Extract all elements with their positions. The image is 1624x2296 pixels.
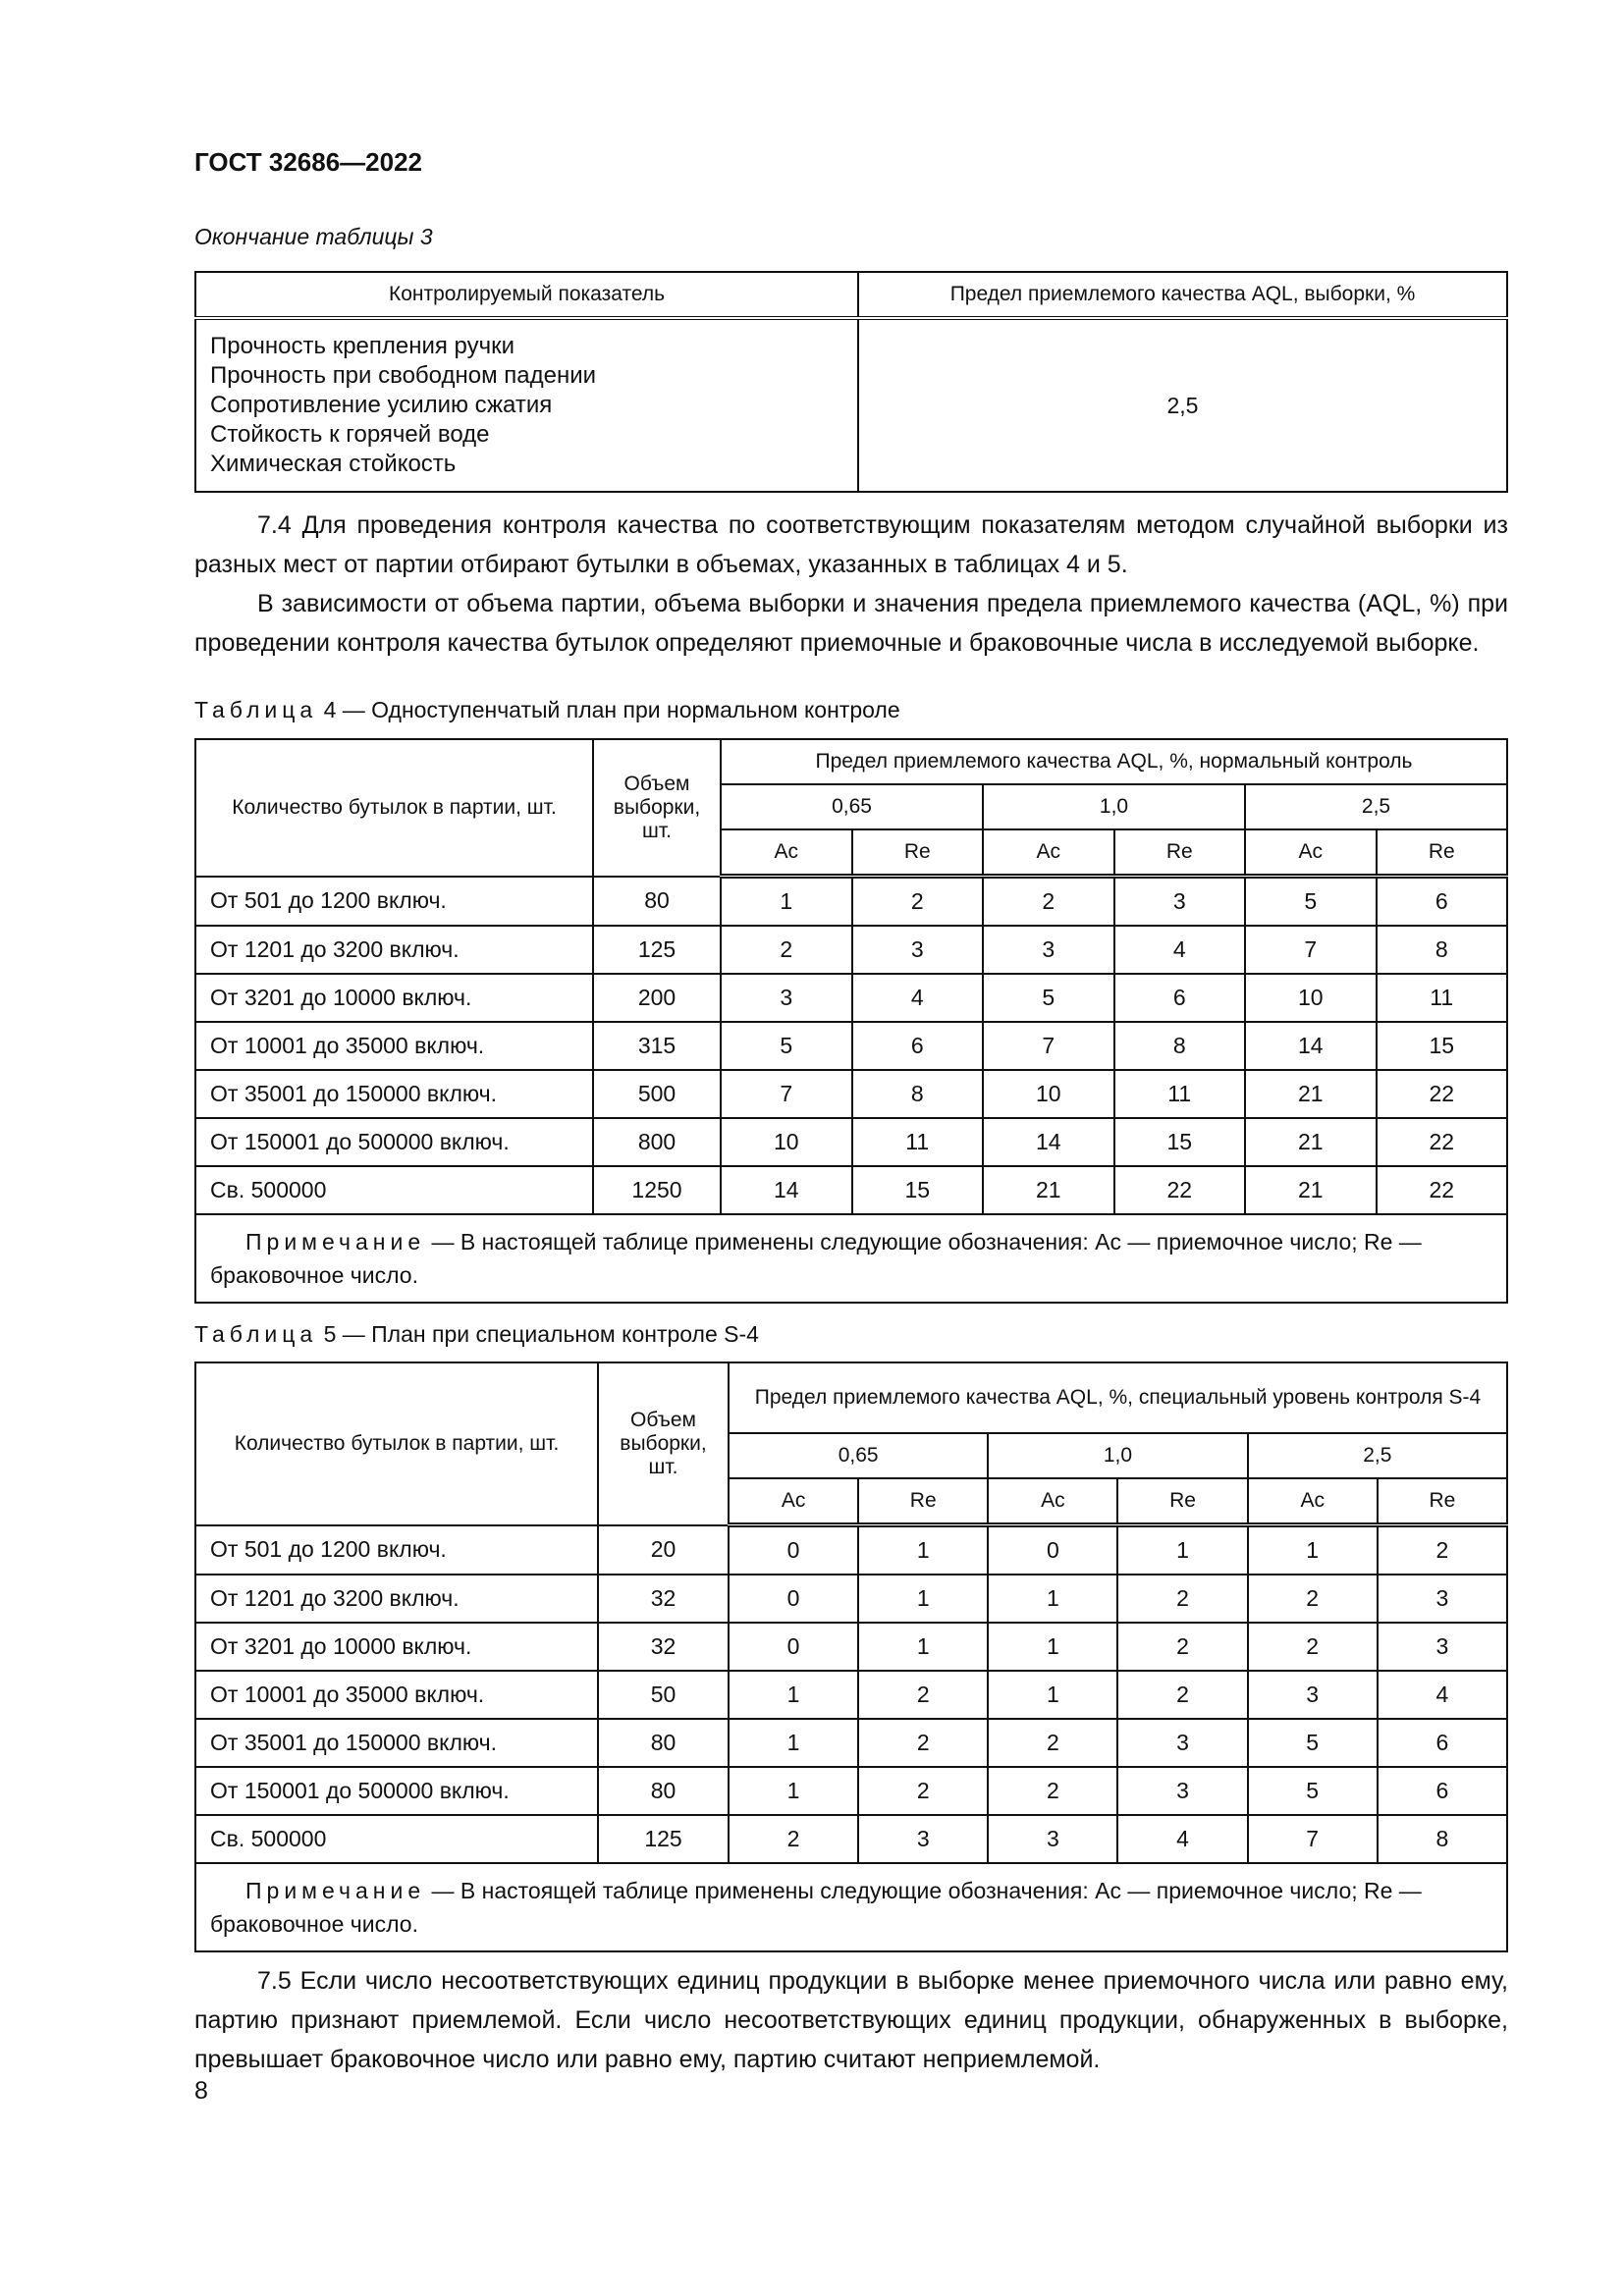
ac-cell: 1	[729, 1767, 858, 1815]
re-cell: 2	[858, 1767, 988, 1815]
lot-size-cell: От 501 до 1200 включ.	[195, 1525, 598, 1575]
header-aql-level: 0,65	[721, 784, 983, 829]
sample-size-cell: 125	[593, 926, 721, 974]
header-re: Re	[858, 1478, 988, 1525]
paragraph-7-4	[194, 506, 1508, 584]
note-label: Примечание	[245, 1878, 426, 1903]
header-lot-size: Количество бутылок в партии, шт.	[195, 739, 593, 877]
re-cell: 3	[1117, 1767, 1247, 1815]
re-cell: 3	[1114, 877, 1246, 927]
re-cell: 4	[852, 974, 984, 1022]
lot-size-cell: От 3201 до 10000 включ.	[195, 1623, 598, 1671]
sample-size-cell: 80	[593, 877, 721, 927]
re-cell: 4	[1117, 1815, 1247, 1863]
header-aql-level: 1,0	[988, 1433, 1247, 1478]
header-ac: Ac	[721, 829, 852, 877]
ac-cell: 7	[1245, 926, 1377, 974]
table-row	[195, 974, 1507, 1022]
indicator-item: Прочность при свободном падении	[210, 362, 597, 389]
sample-size-cell: 32	[598, 1623, 729, 1671]
header-sample-size: Объем выборки, шт.	[598, 1362, 729, 1525]
re-cell: 8	[1378, 1815, 1507, 1863]
ac-cell: 5	[1245, 877, 1377, 927]
sample-size-cell: 800	[593, 1118, 721, 1166]
header-aql-level: 1,0	[983, 784, 1245, 829]
header-aql-level: 2,5	[1248, 1433, 1507, 1478]
page-number: 8	[194, 2077, 208, 2105]
ac-cell: 7	[983, 1022, 1114, 1070]
table-note	[195, 1863, 1507, 1951]
lot-size-cell: От 501 до 1200 включ.	[195, 877, 593, 927]
table-row	[195, 1767, 1507, 1815]
lot-size-cell: От 35001 до 150000 включ.	[195, 1719, 598, 1767]
sample-size-cell: 500	[593, 1070, 721, 1118]
re-cell: 6	[1114, 974, 1246, 1022]
sample-size-cell: 50	[598, 1671, 729, 1719]
caption-text: 5 — План при специальном контроле S-4	[323, 1321, 759, 1347]
re-cell: 2	[852, 877, 984, 927]
paragraph-text: 7.5 Если число несоответствующих единиц продукции в выборке менее приемочного числа или равно ему, партию признают приемлемой. Если число несоответствующих единиц продукции, обнаруженных в выборке, превышает браковочное число или равно ему, партию считают неприемлемой.	[194, 1967, 1508, 2073]
ac-cell: 2	[988, 1719, 1117, 1767]
ac-cell: 10	[1245, 974, 1377, 1022]
header-re: Re	[1378, 1478, 1507, 1525]
header-ac: Ac	[988, 1478, 1117, 1525]
re-cell: 3	[1117, 1719, 1247, 1767]
re-cell: 4	[1114, 926, 1246, 974]
table-row	[195, 1070, 1507, 1118]
re-cell: 6	[1378, 1719, 1507, 1767]
header-re: Re	[1117, 1478, 1247, 1525]
table-row	[195, 1022, 1507, 1070]
re-cell: 6	[1378, 1767, 1507, 1815]
note-label: Примечание	[245, 1229, 426, 1255]
re-cell: 22	[1114, 1166, 1246, 1214]
ac-cell: 2	[1248, 1575, 1378, 1623]
ac-cell: 1	[988, 1671, 1117, 1719]
re-cell: 3	[1378, 1623, 1507, 1671]
ac-cell: 1	[988, 1623, 1117, 1671]
table-row	[195, 1671, 1507, 1719]
ac-cell: 3	[983, 926, 1114, 974]
sample-size-cell: 1250	[593, 1166, 721, 1214]
ac-cell: 5	[983, 974, 1114, 1022]
re-cell: 8	[1114, 1022, 1246, 1070]
re-cell: 2	[1117, 1671, 1247, 1719]
table-row	[195, 1815, 1507, 1863]
ac-cell: 0	[729, 1525, 858, 1575]
re-cell: 8	[1377, 926, 1508, 974]
lot-size-cell: От 150001 до 500000 включ.	[195, 1767, 598, 1815]
ac-cell: 10	[721, 1118, 852, 1166]
table3-header-indicator: Контролируемый показатель	[195, 272, 858, 318]
lot-size-cell: Св. 500000	[195, 1166, 593, 1214]
lot-size-cell: От 150001 до 500000 включ.	[195, 1118, 593, 1166]
header-aql: Предел приемлемого качества AQL, %, нормальный контроль	[721, 739, 1507, 784]
re-cell: 2	[1117, 1575, 1247, 1623]
lot-size-cell: От 35001 до 150000 включ.	[195, 1070, 593, 1118]
re-cell: 2	[1117, 1623, 1247, 1671]
ac-cell: 21	[1245, 1118, 1377, 1166]
indicator-item: Химическая стойкость	[210, 451, 457, 477]
re-cell: 15	[852, 1166, 984, 1214]
ac-cell: 7	[721, 1070, 852, 1118]
ac-cell: 2	[988, 1767, 1117, 1815]
ac-cell: 21	[1245, 1166, 1377, 1214]
ac-cell: 10	[983, 1070, 1114, 1118]
sample-size-cell: 80	[598, 1719, 729, 1767]
table5-caption	[194, 1321, 759, 1348]
table-5	[194, 1362, 1508, 1952]
header-aql-level: 2,5	[1245, 784, 1507, 829]
table-row	[195, 926, 1507, 974]
ac-cell: 7	[1248, 1815, 1378, 1863]
re-cell: 15	[1377, 1022, 1508, 1070]
sample-size-cell: 315	[593, 1022, 721, 1070]
ac-cell: 0	[729, 1623, 858, 1671]
ac-cell: 2	[1248, 1623, 1378, 1671]
ac-cell: 14	[721, 1166, 852, 1214]
re-cell: 1	[858, 1525, 988, 1575]
header-re: Re	[1377, 829, 1508, 877]
table4-caption	[194, 697, 900, 723]
table-row	[195, 1118, 1507, 1166]
document-title: ГОСТ 32686—2022	[194, 147, 422, 177]
ac-cell: 5	[1248, 1767, 1378, 1815]
re-cell: 3	[858, 1815, 988, 1863]
table-row	[195, 1525, 1507, 1575]
table-3	[194, 271, 1508, 493]
ac-cell: 1	[721, 877, 852, 927]
sample-size-cell: 80	[598, 1767, 729, 1815]
ac-cell: 1	[1248, 1525, 1378, 1575]
table-row	[195, 1166, 1507, 1214]
note-text: — В настоящей таблице применены следующие обозначения: Ac — приемочное число; Re — браковочное число.	[210, 1229, 1422, 1288]
ac-cell: 21	[1245, 1070, 1377, 1118]
lot-size-cell: От 1201 до 3200 включ.	[195, 926, 593, 974]
header-re: Re	[1114, 829, 1246, 877]
sample-size-cell: 20	[598, 1525, 729, 1575]
re-cell: 6	[852, 1022, 984, 1070]
indicator-item: Сопротивление усилию сжатия	[210, 392, 553, 418]
sample-size-cell: 32	[598, 1575, 729, 1623]
re-cell: 22	[1377, 1118, 1508, 1166]
header-ac: Ac	[1245, 829, 1377, 877]
ac-cell: 2	[721, 926, 852, 974]
re-cell: 1	[858, 1623, 988, 1671]
table-row	[195, 1575, 1507, 1623]
re-cell: 22	[1377, 1070, 1508, 1118]
re-cell: 11	[1377, 974, 1508, 1022]
header-ac: Ac	[983, 829, 1114, 877]
lot-size-cell: От 10001 до 35000 включ.	[195, 1022, 593, 1070]
re-cell: 11	[1114, 1070, 1246, 1118]
table-row	[195, 1719, 1507, 1767]
lot-size-cell: От 3201 до 10000 включ.	[195, 974, 593, 1022]
re-cell: 1	[1117, 1525, 1247, 1575]
re-cell: 2	[1378, 1525, 1507, 1575]
paragraph-text: В зависимости от объема партии, объема выборки и значения предела приемлемого качества (AQL, %) при проведении контроля качества бутылок определяют приемочные и браковочные числа в исследуемой выборке.	[194, 590, 1508, 657]
header-aql: Предел приемлемого качества AQL, %, специальный уровень контроля S-4	[729, 1362, 1507, 1433]
header-sample-size: Объем выборки, шт.	[593, 739, 721, 877]
sample-size-cell: 125	[598, 1815, 729, 1863]
paragraph-text: 7.4 Для проведения контроля качества по соответствующим показателям методом случайной выборки из разных мест от партии отбирают бутылки в объемах, указанных в таблицах 4 и 5.	[194, 511, 1508, 578]
ac-cell: 5	[721, 1022, 852, 1070]
re-cell: 2	[858, 1671, 988, 1719]
table-note	[195, 1214, 1507, 1303]
header-re: Re	[852, 829, 984, 877]
caption-text: 4 — Одноступенчатый план при нормальном контроле	[323, 697, 900, 722]
table-row	[195, 877, 1507, 927]
re-cell: 2	[858, 1719, 988, 1767]
re-cell: 15	[1114, 1118, 1246, 1166]
note-text: — В настоящей таблице применены следующие обозначения: Ac — приемочное число; Re — браковочное число.	[210, 1878, 1422, 1937]
lot-size-cell: Св. 500000	[195, 1815, 598, 1863]
ac-cell: 1	[988, 1575, 1117, 1623]
ac-cell: 21	[983, 1166, 1114, 1214]
indicator-item: Стойкость к горячей воде	[210, 421, 490, 448]
ac-cell: 1	[729, 1719, 858, 1767]
table-4	[194, 738, 1508, 1304]
table-row	[195, 1623, 1507, 1671]
table3-aql-value: 2,5	[858, 318, 1507, 492]
ac-cell: 0	[988, 1525, 1117, 1575]
paragraph-7-5	[194, 1961, 1508, 2079]
header-ac: Ac	[1248, 1478, 1378, 1525]
re-cell: 4	[1378, 1671, 1507, 1719]
sample-size-cell: 200	[593, 974, 721, 1022]
table3-header-aql: Предел приемлемого качества AQL, выборки, %	[858, 272, 1507, 318]
ac-cell: 3	[721, 974, 852, 1022]
ac-cell: 14	[983, 1118, 1114, 1166]
table3-continuation-label: Окончание таблицы 3	[194, 224, 433, 249]
re-cell: 8	[852, 1070, 984, 1118]
header-ac: Ac	[729, 1478, 858, 1525]
lot-size-cell: От 1201 до 3200 включ.	[195, 1575, 598, 1623]
re-cell: 11	[852, 1118, 984, 1166]
re-cell: 6	[1377, 877, 1508, 927]
lot-size-cell: От 10001 до 35000 включ.	[195, 1671, 598, 1719]
header-aql-level: 0,65	[729, 1433, 988, 1478]
ac-cell: 0	[729, 1575, 858, 1623]
header-lot-size: Количество бутылок в партии, шт.	[195, 1362, 598, 1525]
ac-cell: 5	[1248, 1719, 1378, 1767]
ac-cell: 14	[1245, 1022, 1377, 1070]
ac-cell: 2	[983, 877, 1114, 927]
ac-cell: 1	[729, 1671, 858, 1719]
ac-cell: 3	[988, 1815, 1117, 1863]
re-cell: 3	[852, 926, 984, 974]
caption-label: Таблица	[194, 697, 318, 722]
re-cell: 3	[1378, 1575, 1507, 1623]
indicator-item: Прочность крепления ручки	[210, 333, 515, 359]
caption-label: Таблица	[194, 1321, 318, 1347]
ac-cell: 3	[1248, 1671, 1378, 1719]
re-cell: 1	[858, 1575, 988, 1623]
paragraph-7-4-cont	[194, 584, 1508, 663]
re-cell: 22	[1377, 1166, 1508, 1214]
ac-cell: 2	[729, 1815, 858, 1863]
table3-indicators	[195, 318, 858, 492]
